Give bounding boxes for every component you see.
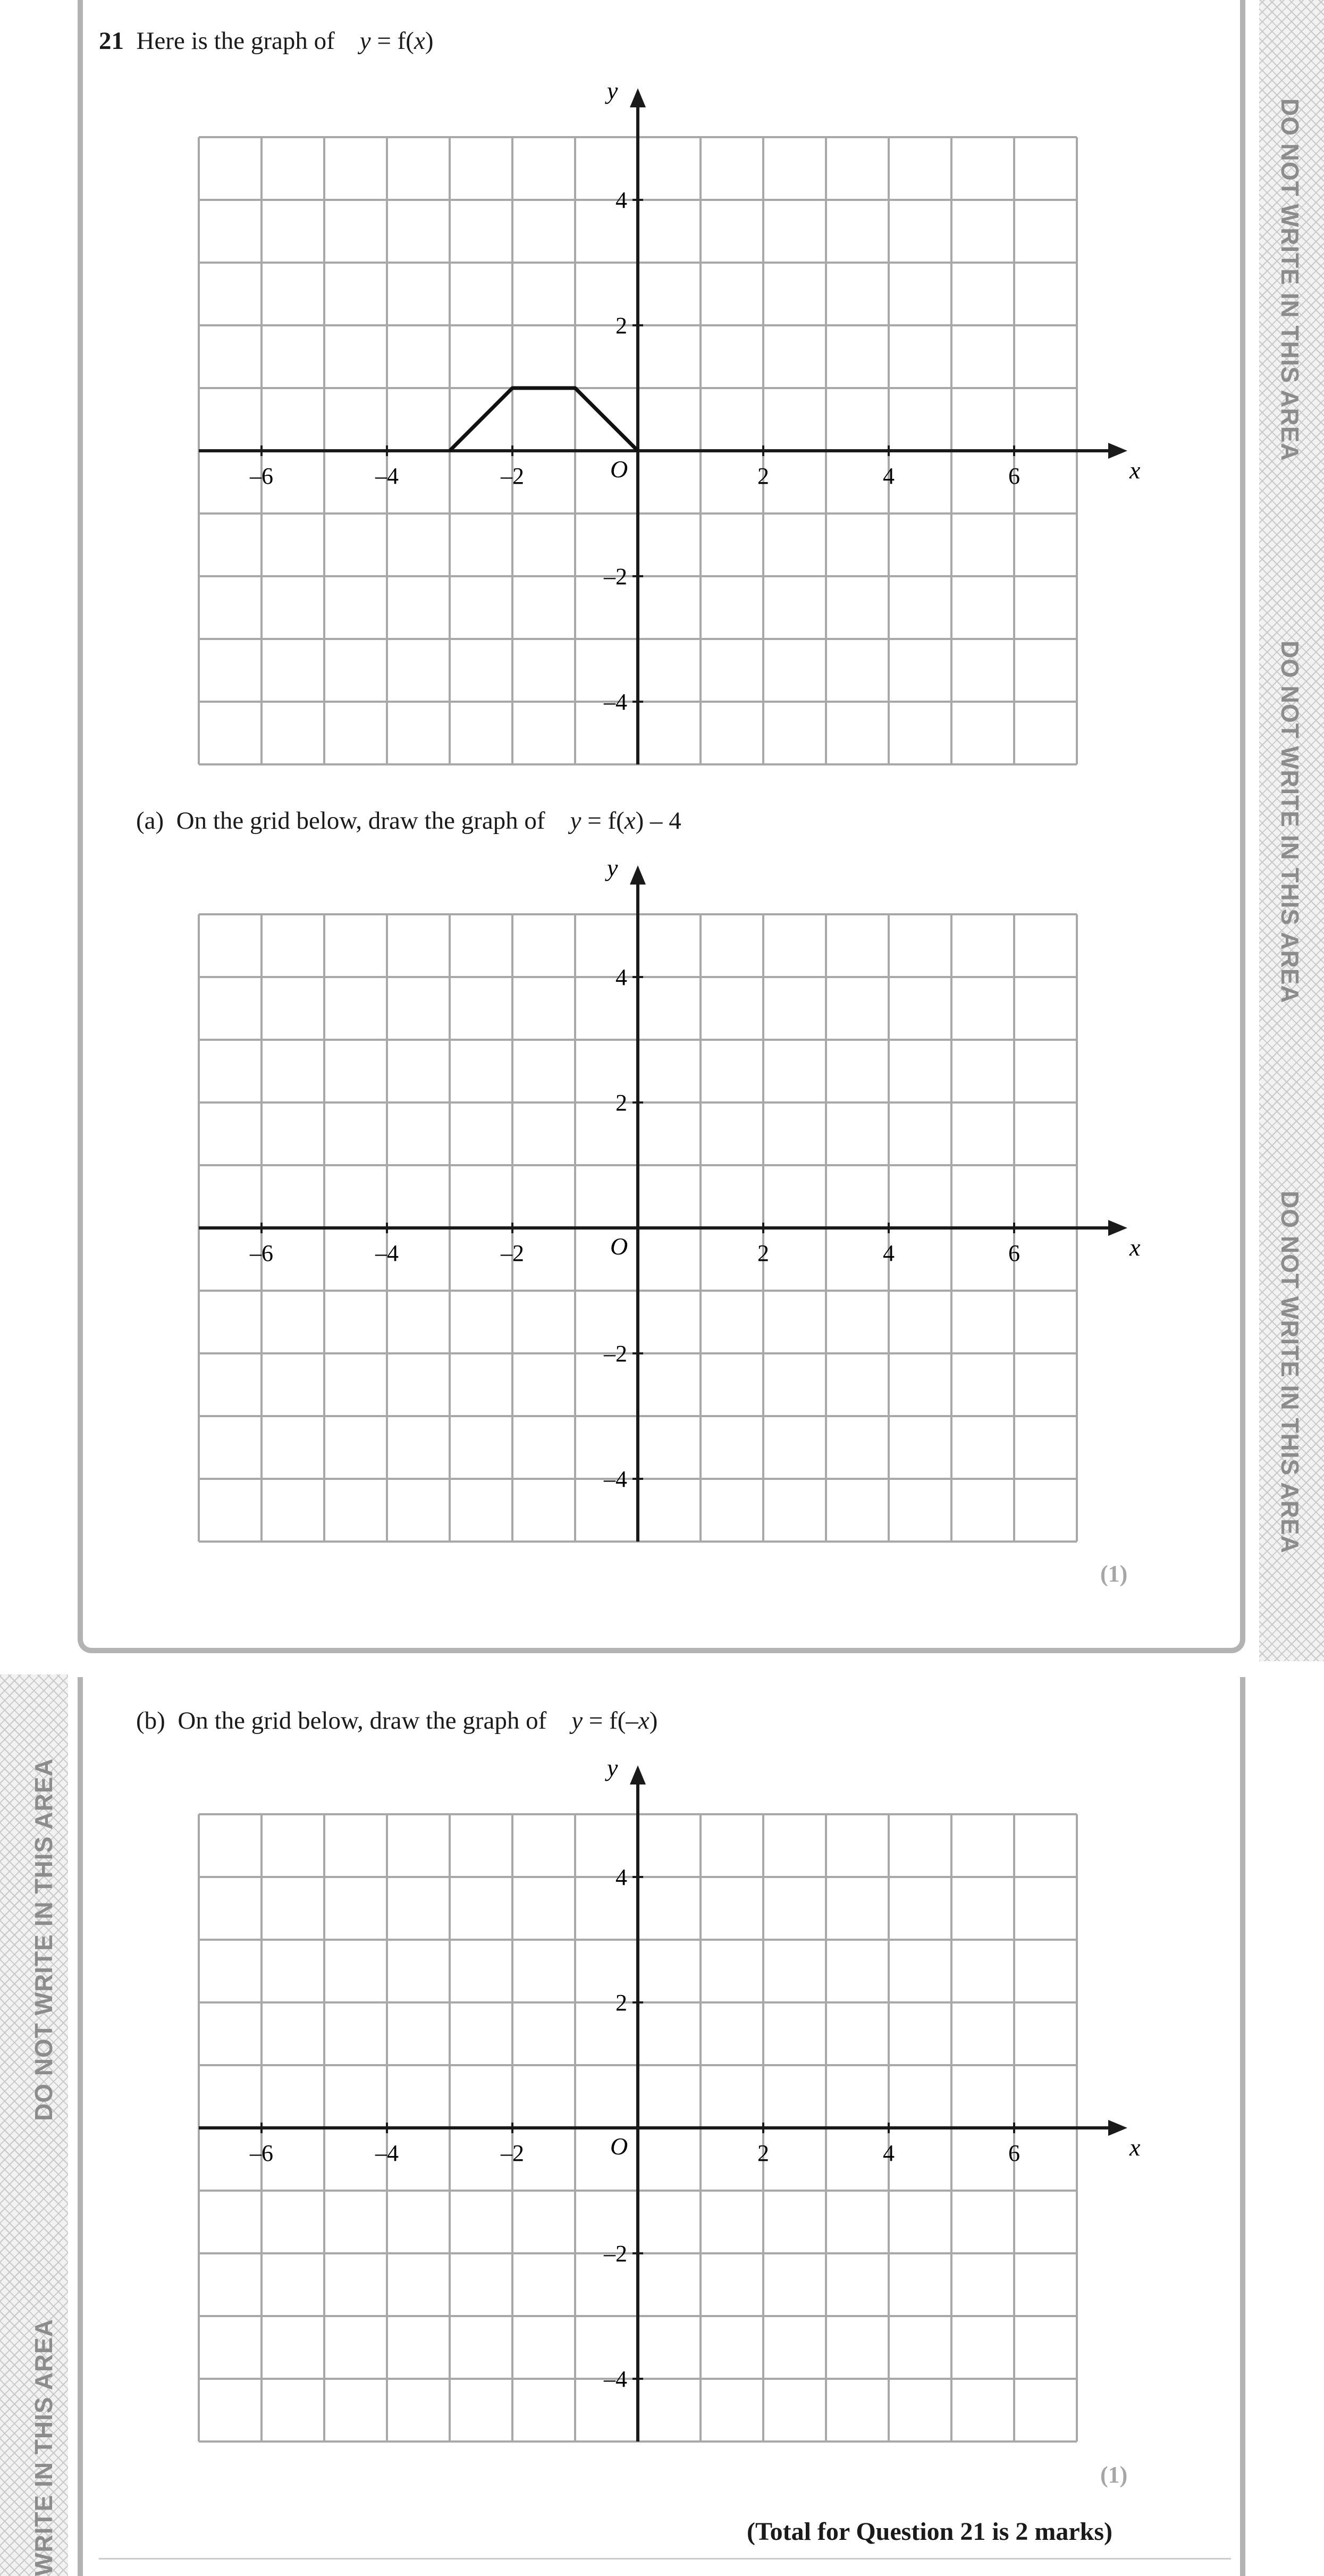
- margin-label-left-2: WRITE IN THIS AREA: [30, 2319, 57, 2576]
- x-tick-label: –4: [375, 1240, 399, 1266]
- part-b-eq-x: x: [638, 1707, 650, 1735]
- x-axis-label: x: [1129, 457, 1141, 484]
- x-tick-label: –2: [501, 1240, 524, 1266]
- x-tick-label: 4: [883, 2140, 895, 2166]
- x-tick-label: 2: [757, 463, 769, 489]
- origin-label: O: [610, 1233, 628, 1260]
- x-tick-label: –6: [250, 1240, 273, 1266]
- x-tick-label: 6: [1008, 463, 1020, 489]
- margin-label-right-1: DO NOT WRITE IN THIS AREA: [1276, 98, 1304, 461]
- part-a-eq-end: ) – 4: [635, 807, 681, 835]
- part-a-eq-x: x: [624, 807, 636, 835]
- y-axis-label: y: [607, 1754, 618, 1781]
- y-axis-label: y: [607, 854, 618, 881]
- y-axis-arrowhead: [630, 1765, 646, 1784]
- x-tick-label: –2: [501, 463, 524, 489]
- x-axis-label: x: [1129, 2134, 1141, 2161]
- x-axis-arrowhead: [1108, 2120, 1127, 2136]
- part-a-eq-y: y: [570, 807, 581, 835]
- equation-y: y: [359, 27, 371, 55]
- x-tick-label: 2: [757, 2140, 769, 2166]
- part-b-text: On the grid below, draw the graph of: [178, 1707, 547, 1735]
- y-tick-label: 4: [615, 187, 627, 213]
- part-a-eq-mid: = f(: [581, 807, 625, 835]
- part-b-eq-mid: = f(–: [583, 1707, 638, 1735]
- equation-close: ): [425, 27, 434, 55]
- x-tick-label: –6: [250, 2140, 273, 2166]
- margin-label-left-1: DO NOT WRITE IN THIS AREA: [30, 1758, 57, 2121]
- y-axis-label: y: [607, 77, 618, 104]
- total-marks: (Total for Question 21 is 2 marks): [747, 2518, 1113, 2546]
- x-tick-label: –4: [375, 463, 399, 489]
- y-tick-label: –2: [604, 563, 627, 590]
- part-a-text: On the grid below, draw the graph of: [176, 807, 545, 835]
- x-tick-label: 4: [883, 1240, 895, 1266]
- y-tick-label: 2: [615, 313, 627, 339]
- origin-label: O: [610, 2133, 628, 2160]
- part-b-eq-y: y: [571, 1707, 583, 1735]
- x-tick-label: –6: [250, 463, 273, 489]
- y-tick-label: –4: [604, 1466, 627, 1492]
- x-tick-label: –4: [375, 2140, 399, 2166]
- y-tick-label: 4: [615, 964, 627, 990]
- y-tick-label: –4: [604, 689, 627, 715]
- margin-label-right-3: DO NOT WRITE IN THIS AREA: [1276, 1191, 1304, 1554]
- x-tick-label: 6: [1008, 2140, 1020, 2166]
- y-tick-label: –4: [604, 2366, 627, 2392]
- part-a-marks: (1): [1100, 1561, 1128, 1587]
- part-b-eq-end: ): [649, 1707, 658, 1735]
- part-b-marks: (1): [1100, 2462, 1128, 2488]
- y-tick-label: –2: [604, 2241, 627, 2267]
- x-tick-label: 2: [757, 1240, 769, 1266]
- equation-rest: = f(: [370, 27, 414, 55]
- origin-label: O: [610, 456, 628, 483]
- y-tick-label: 2: [615, 1990, 627, 2016]
- x-axis-label: x: [1129, 1234, 1141, 1261]
- x-tick-label: 6: [1008, 1240, 1020, 1266]
- part-b-label: (b): [136, 1707, 165, 1735]
- margin-label-right-2: DO NOT WRITE IN THIS AREA: [1276, 641, 1304, 1004]
- y-tick-label: 4: [615, 1864, 627, 1890]
- part-a-label: (a): [136, 807, 164, 835]
- x-tick-label: –2: [501, 2140, 524, 2166]
- question-intro: Here is the graph of: [136, 27, 335, 55]
- question-number: 21: [99, 27, 124, 55]
- y-tick-label: 2: [615, 1090, 627, 1116]
- y-tick-label: –2: [604, 1341, 627, 1367]
- equation-x: x: [414, 27, 425, 55]
- x-tick-label: 4: [883, 463, 895, 489]
